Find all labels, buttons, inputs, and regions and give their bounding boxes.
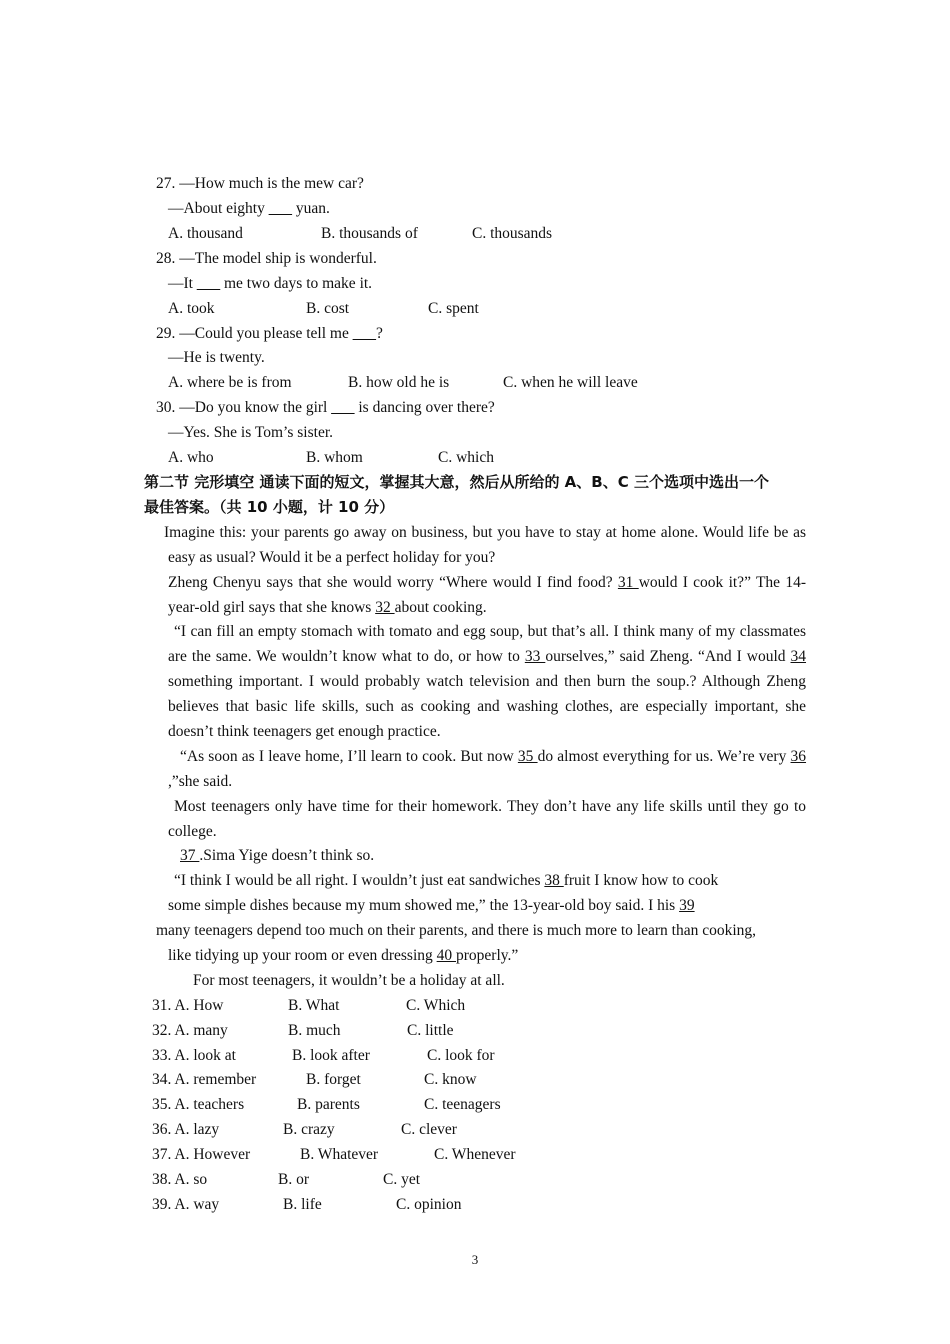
cloze-option-row-33	[152, 1043, 236, 1068]
passage-paragraph-8: For most teenagers, it wouldn’t be a holiday at all.	[193, 972, 505, 989]
passage-text: “As soon as I leave home, I’ll learn to cook. But now	[180, 748, 518, 765]
option-36-c: C. clever	[401, 1121, 457, 1138]
option-28-b: B. cost	[306, 300, 350, 317]
option-a: A. However	[174, 1146, 251, 1163]
option-27-a: A. thousand	[168, 225, 243, 242]
passage-paragraph-5: Most teenagers only have time for their homework. They don’t have any life skills until they go to college.	[168, 798, 806, 840]
cloze-option-row-37	[152, 1142, 250, 1167]
page-number: 3	[471, 1252, 479, 1267]
answer-text: —About eighty	[168, 200, 269, 217]
answer-text: me two days to make it.	[220, 275, 373, 292]
question-29-line2: —He is twenty.	[168, 349, 265, 366]
question-number: 29.	[156, 325, 176, 342]
question-30-line1	[156, 395, 495, 420]
option-a: A. look at	[174, 1047, 236, 1064]
option-31-c: C. Which	[406, 997, 466, 1014]
cloze-option-row-36	[152, 1117, 219, 1142]
passage-text: “I can fill an empty stomach with tomato and egg soup, but that’s all. I think many of my classmates are the same. We wouldn’t know what to do, or how to	[168, 623, 806, 665]
passage-paragraph-6	[180, 843, 374, 868]
passage-paragraph-4	[168, 744, 806, 794]
passage-text: like tidying up your room or even dressing	[168, 947, 437, 964]
option-a: A. teachers	[174, 1096, 245, 1113]
blank-40: 40	[436, 947, 456, 964]
option-29-b: B. how old he is	[348, 374, 450, 391]
blank-32: 32	[375, 599, 395, 616]
cloze-option-row-31	[152, 993, 224, 1018]
passage-text: .Sima Yige doesn’t think so.	[199, 847, 375, 864]
question-blank: ___	[352, 325, 376, 342]
option-a: A. way	[174, 1196, 220, 1213]
cloze-option-row-35	[152, 1092, 244, 1117]
question-number: 27.	[156, 175, 176, 192]
option-30-c: C. which	[438, 449, 494, 466]
option-number: 39.	[152, 1196, 172, 1213]
option-27-c: C. thousands	[472, 225, 553, 242]
question-28-line1	[156, 246, 377, 271]
option-32-c: C. little	[407, 1022, 454, 1039]
option-34-c: C. know	[424, 1071, 477, 1088]
passage-text: ourselves,” said Zheng. “And I would	[545, 648, 791, 665]
question-text: is dancing over there?	[354, 399, 495, 416]
question-text: —How much is the mew car?	[179, 175, 364, 192]
question-text: —Could you please tell me	[179, 325, 353, 342]
question-text: ?	[375, 325, 383, 342]
option-37-c: C. Whenever	[434, 1146, 516, 1163]
option-36-b: B. crazy	[283, 1121, 335, 1138]
option-38-c: C. yet	[383, 1171, 421, 1188]
option-a: A. so	[174, 1171, 208, 1188]
option-number: 37.	[152, 1146, 172, 1163]
answer-text: yuan.	[292, 200, 330, 217]
option-29-c: C. when he will leave	[503, 374, 638, 391]
passage-text: properly.”	[456, 947, 519, 964]
question-number: 28.	[156, 250, 176, 267]
option-32-b: B. much	[288, 1022, 341, 1039]
option-31-b: B. What	[288, 997, 340, 1014]
passage-paragraph-7-line1	[174, 868, 718, 893]
option-39-c: C. opinion	[396, 1196, 462, 1213]
section-title-line1: 第二节 完形填空 通读下面的短文，掌握其大意，然后从所给的 A、B、C 三个选项中选出一个	[144, 473, 769, 491]
question-29-line1	[156, 321, 383, 346]
blank-36: 36	[790, 748, 807, 765]
question-text: —The model ship is wonderful.	[179, 250, 377, 267]
option-33-b: B. look after	[292, 1047, 370, 1064]
option-30-a: A. who	[168, 449, 214, 466]
passage-text: about cooking.	[394, 599, 487, 616]
question-28-line2	[168, 271, 372, 296]
passage-text: fruit I know how to cook	[563, 872, 719, 889]
passage-text: ,”she said.	[168, 773, 233, 790]
option-number: 32.	[152, 1022, 172, 1039]
option-29-a: A. where be is from	[168, 374, 292, 391]
option-number: 31.	[152, 997, 172, 1014]
question-text: —Do you know the girl	[179, 399, 332, 416]
passage-text: would I cook it?” The 14-year-old girl says that she knows	[168, 574, 806, 616]
question-27-line2	[168, 196, 330, 221]
option-38-b: B. or	[278, 1171, 309, 1188]
option-a: A. remember	[174, 1071, 257, 1088]
passage-paragraph-1: Imagine this: your parents go away on business, but you have to stay at home alone. Would life be as easy as usual? Would it be a perfect holiday for you?	[164, 524, 806, 566]
blank-35: 35	[517, 748, 538, 765]
blank-38: 38	[544, 872, 564, 889]
option-a: A. many	[174, 1022, 228, 1039]
option-number: 36.	[152, 1121, 172, 1138]
option-33-c: C. look for	[427, 1047, 495, 1064]
blank-34: 34	[790, 648, 807, 665]
passage-paragraph-7-line4	[168, 943, 518, 968]
question-27-line1	[156, 171, 364, 196]
cloze-option-row-39	[152, 1192, 219, 1217]
cloze-option-row-32	[152, 1018, 228, 1043]
answer-blank: ___	[268, 200, 292, 217]
option-27-b: B. thousands of	[321, 225, 418, 242]
question-30-line2: —Yes. She is Tom’s sister.	[168, 424, 334, 441]
option-a: A. lazy	[174, 1121, 220, 1138]
passage-paragraph-3	[168, 619, 806, 744]
passage-text: do almost everything for us. We’re very	[537, 748, 791, 765]
option-35-c: C. teenagers	[424, 1096, 501, 1113]
passage-paragraph-7-line2	[168, 893, 695, 918]
passage-text: something important. I would probably watch television and then burn the soup.? Although Zheng believes that basic life skills, such as cooking and washing clothes, are especially important, she doesn’t think teenagers get enough practice.	[168, 673, 806, 740]
blank-37: 37	[180, 847, 200, 864]
blank-31: 31	[617, 574, 639, 591]
answer-text: —It	[168, 275, 197, 292]
passage-paragraph-2	[168, 570, 806, 620]
passage-text: “I think I would be all right. I wouldn’t just eat sandwiches	[174, 872, 545, 889]
answer-blank: ___	[196, 275, 221, 292]
blank-39: 39	[679, 897, 695, 914]
option-number: 33.	[152, 1047, 172, 1064]
passage-paragraph-7-line3: many teenagers depend too much on their parents, and there is much more to learn than cooking,	[156, 922, 757, 939]
blank-33: 33	[524, 648, 546, 665]
option-35-b: B. parents	[297, 1096, 360, 1113]
section-title-line2: 最佳答案。（共 10 小题，计 10 分）	[144, 498, 395, 516]
option-39-b: B. life	[283, 1196, 322, 1213]
option-28-c: C. spent	[428, 300, 479, 317]
passage-text: some simple dishes because my mum showed me,” the 13-year-old boy said. I his	[168, 897, 680, 914]
option-28-a: A. took	[168, 300, 215, 317]
cloze-option-row-34	[152, 1067, 256, 1092]
passage-text: Zheng Chenyu says that she would worry “Where would I find food?	[168, 574, 618, 591]
option-37-b: B. Whatever	[300, 1146, 379, 1163]
option-number: 34.	[152, 1071, 172, 1088]
option-number: 38.	[152, 1171, 172, 1188]
option-number: 35.	[152, 1096, 172, 1113]
question-number: 30.	[156, 399, 176, 416]
option-a: A. How	[174, 997, 224, 1014]
question-blank: ___	[331, 399, 355, 416]
cloze-option-row-38	[152, 1167, 207, 1192]
option-30-b: B. whom	[306, 449, 363, 466]
option-34-b: B. forget	[306, 1071, 361, 1088]
